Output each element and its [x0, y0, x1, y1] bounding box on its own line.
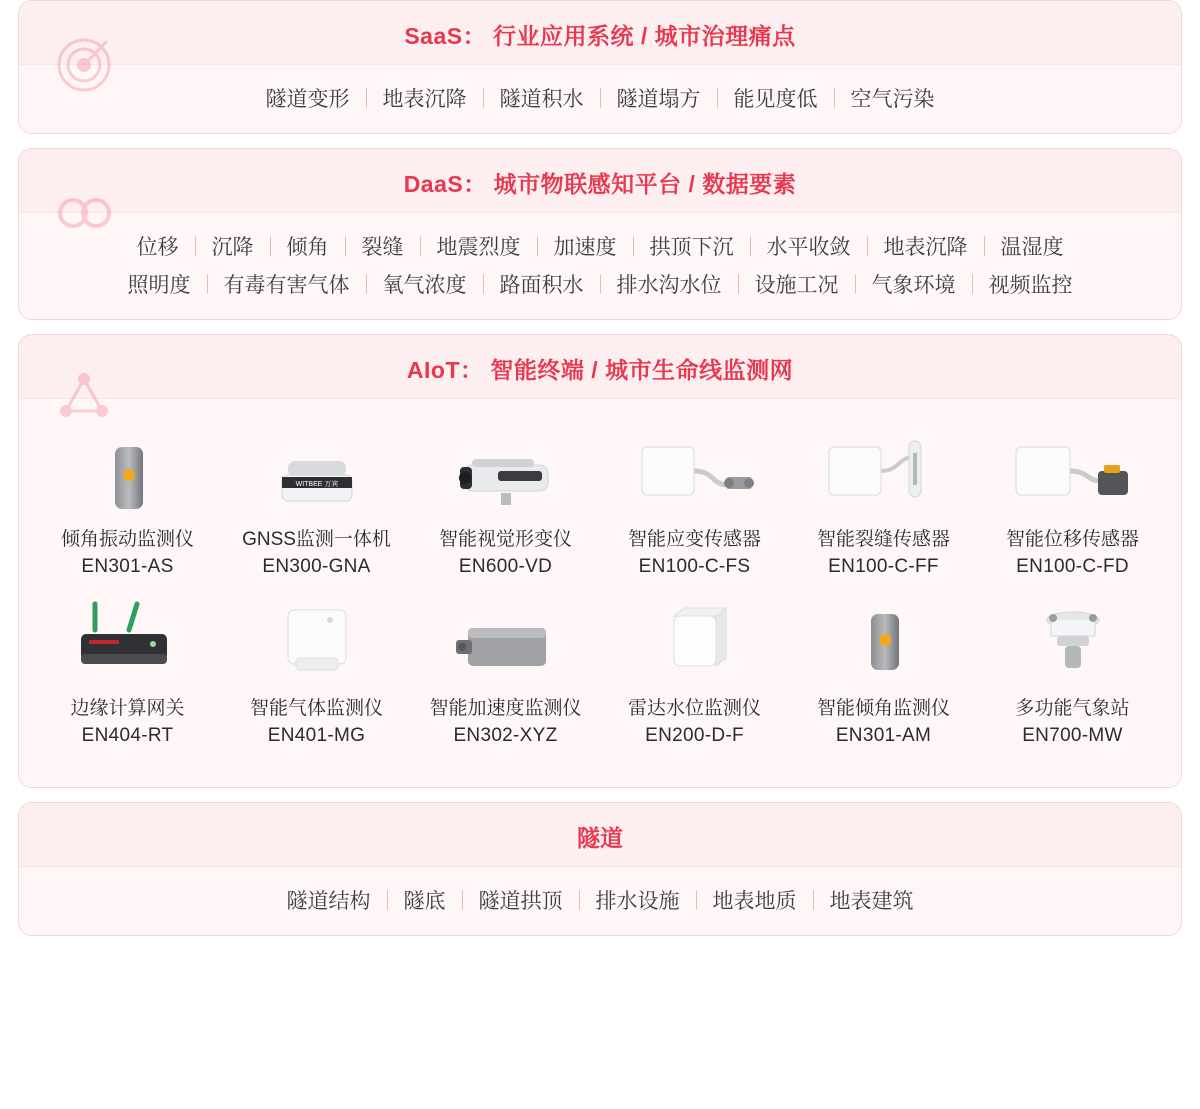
device-name: 智能气体监测仪 — [249, 698, 383, 720]
daas-item[interactable]: 温湿度 — [1000, 236, 1064, 259]
vision-camera-icon — [413, 427, 598, 519]
daas-item[interactable]: 位移 — [136, 236, 179, 259]
tunnel-item[interactable]: 隧底 — [403, 890, 446, 914]
device-card[interactable] — [33, 421, 222, 584]
device-card[interactable] — [600, 421, 789, 584]
device-model: EN600-VD — [458, 555, 553, 577]
daas-item[interactable]: 气象环境 — [871, 274, 956, 297]
device-name: 智能裂缝传感器 — [816, 529, 950, 550]
device-card[interactable] — [789, 590, 978, 753]
displacement-sensor-icon — [980, 427, 1165, 519]
daas-item-row-2 — [19, 265, 1181, 303]
daas-item[interactable]: 裂缝 — [361, 236, 404, 259]
tunnel-item[interactable]: 隧道拱顶 — [478, 890, 563, 914]
device-name: GNSS监测一体机 — [242, 529, 391, 550]
tunnel-item[interactable]: 排水设施 — [595, 890, 680, 914]
radar-water-level-icon — [602, 596, 787, 688]
device-model: EN100-C-FS — [638, 555, 751, 577]
daas-item[interactable]: 氧气浓度 — [382, 274, 467, 297]
daas-item[interactable]: 地震烈度 — [436, 236, 521, 259]
saas-item[interactable]: 地表沉降 — [382, 88, 467, 111]
device-name: 智能应变传感器 — [627, 529, 761, 550]
svg-text:WITBEE 万宾: WITBEE 万宾 — [295, 481, 338, 488]
daas-title: DaaS： 城市物联感知平台 / 数据要素 — [403, 171, 797, 197]
daas-item[interactable]: 有毒有害气体 — [223, 274, 350, 297]
device-model: EN300-GNA — [262, 555, 371, 577]
daas-card — [18, 148, 1182, 320]
saas-item[interactable]: 隧道变形 — [265, 88, 350, 111]
device-card[interactable] — [222, 421, 411, 584]
device-model: EN301-AM — [835, 724, 932, 746]
edge-gateway-icon — [35, 596, 220, 688]
tilt-sensor-icon — [791, 596, 976, 688]
device-card[interactable] — [600, 590, 789, 753]
saas-card — [18, 0, 1182, 134]
aiot-card — [18, 334, 1182, 788]
daas-item-row-1 — [19, 227, 1181, 265]
tunnel-body — [19, 866, 1181, 935]
tunnel-item[interactable]: 地表建筑 — [829, 890, 914, 914]
tunnel-item-row — [19, 881, 1181, 919]
device-model: EN200-D-F — [645, 724, 744, 746]
saas-title: SaaS： 行业应用系统 / 城市治理痛点 — [404, 23, 796, 49]
saas-body — [19, 64, 1181, 133]
device-card[interactable] — [978, 421, 1167, 584]
device-model: EN100-C-FF — [828, 555, 939, 577]
daas-item[interactable]: 设施工况 — [754, 274, 839, 297]
tunnel-title: 隧道 — [577, 825, 623, 852]
device-name: 雷达水位监测仪 — [627, 698, 761, 720]
device-model: EN401-MG — [267, 724, 366, 746]
aiot-title: AIoT： 智能终端 / 城市生命线监测网 — [406, 357, 794, 383]
daas-item[interactable]: 倾角 — [286, 236, 329, 259]
device-model: EN302-XYZ — [453, 724, 558, 746]
aiot-body — [19, 398, 1181, 787]
weather-station-icon — [980, 596, 1165, 688]
daas-item[interactable]: 视频监控 — [988, 274, 1073, 297]
device-name: 多功能气象站 — [1015, 698, 1130, 720]
saas-item[interactable]: 空气污染 — [850, 88, 935, 111]
device-card[interactable] — [411, 590, 600, 753]
daas-item[interactable]: 加速度 — [553, 236, 617, 259]
device-model: EN700-MW — [1022, 724, 1123, 746]
device-name: 智能视觉形变仪 — [438, 529, 572, 550]
device-name: 倾角振动监测仪 — [60, 529, 194, 550]
device-model: EN301-AS — [81, 555, 174, 577]
accelerometer-icon — [413, 596, 598, 688]
device-model: EN404-RT — [81, 724, 174, 746]
crack-sensor-icon — [791, 427, 976, 519]
saas-item[interactable]: 能见度低 — [733, 88, 818, 111]
gas-monitor-icon — [224, 596, 409, 688]
gnss-monitor-icon — [224, 427, 409, 519]
device-name: 智能倾角监测仪 — [816, 698, 950, 720]
device-name: 边缘计算网关 — [70, 698, 185, 720]
device-card[interactable] — [33, 590, 222, 753]
strain-sensor-icon — [602, 427, 787, 519]
tilt-vibration-sensor-icon — [35, 427, 220, 519]
device-card[interactable] — [978, 590, 1167, 753]
device-model: EN100-C-FD — [1016, 555, 1129, 577]
daas-item[interactable]: 路面积水 — [499, 274, 584, 297]
daas-item[interactable]: 排水沟水位 — [616, 274, 722, 297]
saas-item[interactable]: 隧道塌方 — [616, 88, 701, 111]
tunnel-item[interactable]: 隧道结构 — [286, 890, 371, 914]
saas-item[interactable]: 隧道积水 — [499, 88, 584, 111]
device-card[interactable] — [789, 421, 978, 584]
tunnel-card — [18, 802, 1182, 936]
device-name: 智能位移传感器 — [1005, 529, 1139, 550]
daas-item[interactable]: 地表沉降 — [883, 236, 968, 259]
device-name: 智能加速度监测仪 — [429, 698, 582, 720]
daas-item[interactable]: 沉降 — [211, 236, 254, 259]
daas-item[interactable]: 照明度 — [127, 274, 191, 297]
device-card[interactable] — [411, 421, 600, 584]
daas-item[interactable]: 拱顶下沉 — [649, 236, 734, 259]
device-grid — [19, 413, 1181, 771]
daas-body — [19, 212, 1181, 319]
tunnel-item[interactable]: 地表地质 — [712, 890, 797, 914]
daas-item[interactable]: 水平收敛 — [766, 236, 851, 259]
saas-item-row — [19, 79, 1181, 117]
device-card[interactable] — [222, 590, 411, 753]
